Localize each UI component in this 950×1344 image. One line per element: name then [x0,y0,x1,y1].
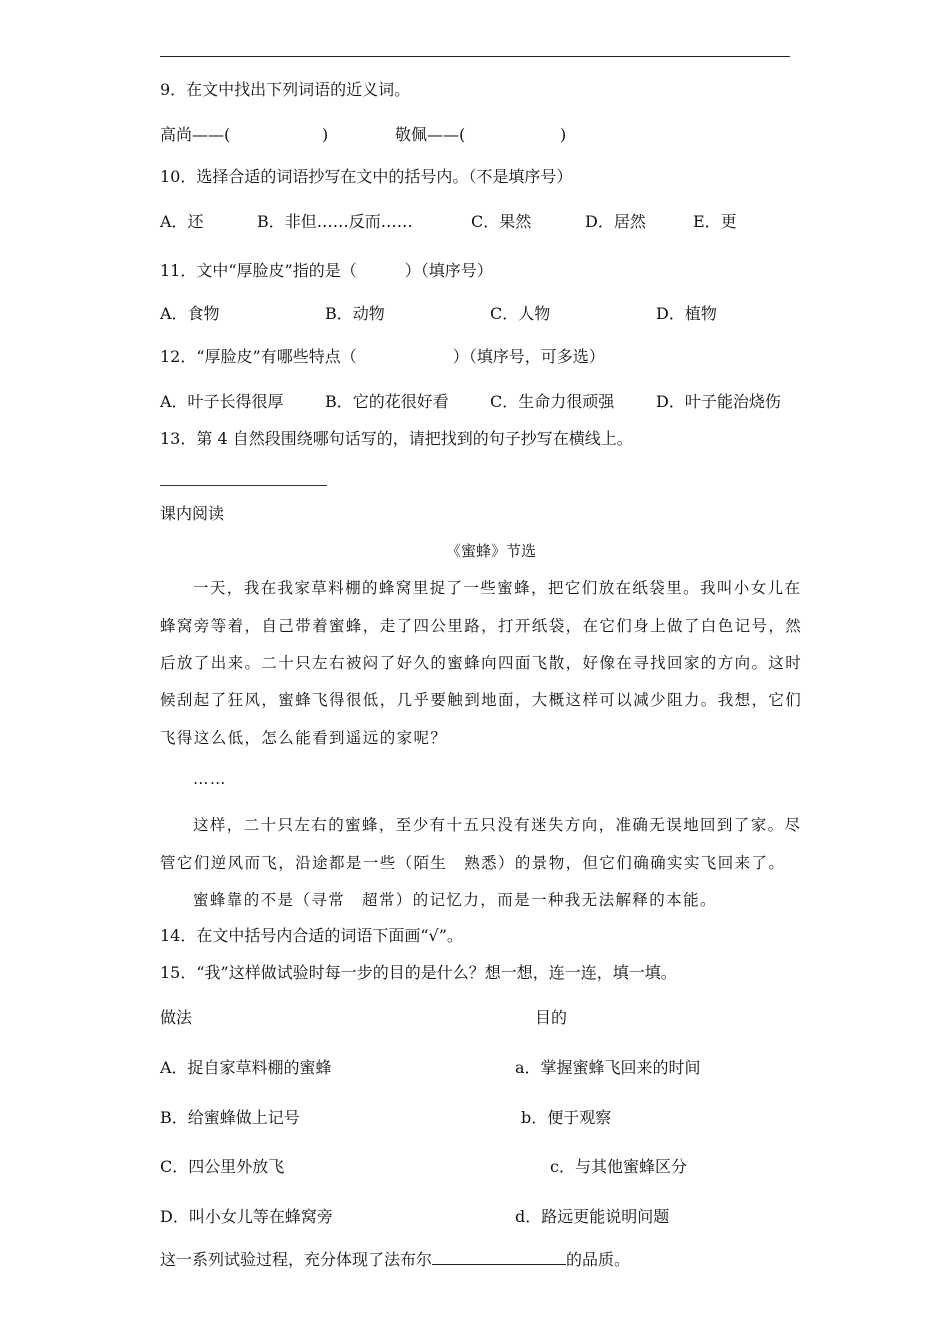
q11-stem: 11．文中“厚脸皮”指的是（ ）（填序号） [160,261,493,280]
q10-option-d: D．居然 [585,212,646,231]
q11-option-d: D．植物 [656,304,717,323]
q9-close-2: ) [560,125,567,144]
passage-line: 候刮起了狂风，蜜蜂飞得很低，几乎要触到地面，大概这样可以减少阻力。我想，它们 [160,691,803,709]
q12-stem: 12．“厚脸皮”有哪些特点（ ）（填序号，可多选） [160,347,605,366]
header-rule [160,56,790,57]
q15-method-c: C．四公里外放飞 [160,1157,285,1176]
q12-option-c: C．生命力很顽强 [490,392,615,411]
q10-option-e: E．更 [693,212,737,231]
q15-method-a: A．捉自家草料棚的蜜蜂 [160,1058,332,1077]
q12-option-b: B．它的花很好看 [325,392,449,411]
passage-line: 飞得这么低，怎么能看到遥远的家呢？ [160,729,448,747]
passage-line: 蜜蜂靠的不是（寻常 超常）的记忆力，而是一种我无法解释的本能。 [193,891,717,909]
q10-stem: 10．选择合适的词语抄写在文中的括号内。（不是填序号） [160,167,573,186]
q15-purpose-a: a．掌握蜜蜂飞回来的时间 [515,1058,701,1077]
q15-method-b: B．给蜜蜂做上记号 [160,1108,300,1127]
q15-answer-blank[interactable] [432,1250,566,1265]
q11-option-a: A．食物 [160,304,220,323]
q13-stem: 13．第 4 自然段围绕哪句话写的，请把找到的句子抄写在横线上。 [160,429,633,448]
q9-item-1: 高尚——( [160,125,231,144]
q9-stem: 9．在文中找出下列词语的近义词。 [160,80,411,99]
q12-option-a: A．叶子长得很厚 [160,392,284,411]
q14-stem: 14．在文中括号内合适的词语下面画“√”。 [160,926,463,945]
q15-purpose-d: d．路远更能说明问题 [515,1207,670,1226]
q15-purpose-b: b．便于观察 [521,1108,612,1127]
q9-item-2: 敬佩——( [395,125,466,144]
q10-option-a: A．还 [160,212,204,231]
q15-col-method: 做法 [160,1008,193,1027]
q11-option-c: C．人物 [490,304,551,323]
q15-method-d: D．叫小女儿等在蜂窝旁 [160,1207,333,1226]
q10-option-c: C．果然 [471,212,532,231]
q10-option-b: B．非但……反而…… [257,212,413,231]
passage-ellipsis: …… [193,770,227,788]
passage-line: 一天，我在我家草料棚的蜂窝里捉了一些蜜蜂，把它们放在纸袋里。我叫小女儿在 [193,579,802,597]
passage-line: 蜂窝旁等着，自己带着蜜蜂，走了四公里路，打开纸袋，在它们身上做了白色记号，然 [160,617,803,635]
passage-line: 后放了出来。二十只左右被闷了好久的蜜蜂向四面飞散，好像在寻找回家的方向。这时 [160,654,803,672]
q9-close-1: ) [322,125,329,144]
q13-answer-line [160,485,327,486]
q15-col-purpose: 目的 [535,1008,568,1027]
q15-stem: 15．“我”这样做试验时每一步的目的是什么？想一想，连一连，填一填。 [160,963,677,982]
q12-option-d: D．叶子能治烧伤 [656,392,781,411]
q15-conclusion [160,1250,630,1270]
passage-line: 这样，二十只左右的蜜蜂，至少有十五只没有迷失方向，准确无误地回到了家。尽 [193,816,802,834]
passage-title: 《蜜蜂》节选 [446,542,537,560]
q15-conclusion-after: 的品质。 [566,1250,631,1269]
q11-option-b: B．动物 [325,304,385,323]
section-label: 课内阅读 [160,504,225,523]
passage-line: 管它们逆风而飞，沿途都是一些（陌生 熟悉）的景物，但它们确确实实飞回来了。 [160,854,786,872]
q15-conclusion-before: 这一系列试验过程，充分体现了法布尔 [160,1250,433,1269]
q15-purpose-c: c．与其他蜜蜂区分 [550,1157,687,1176]
